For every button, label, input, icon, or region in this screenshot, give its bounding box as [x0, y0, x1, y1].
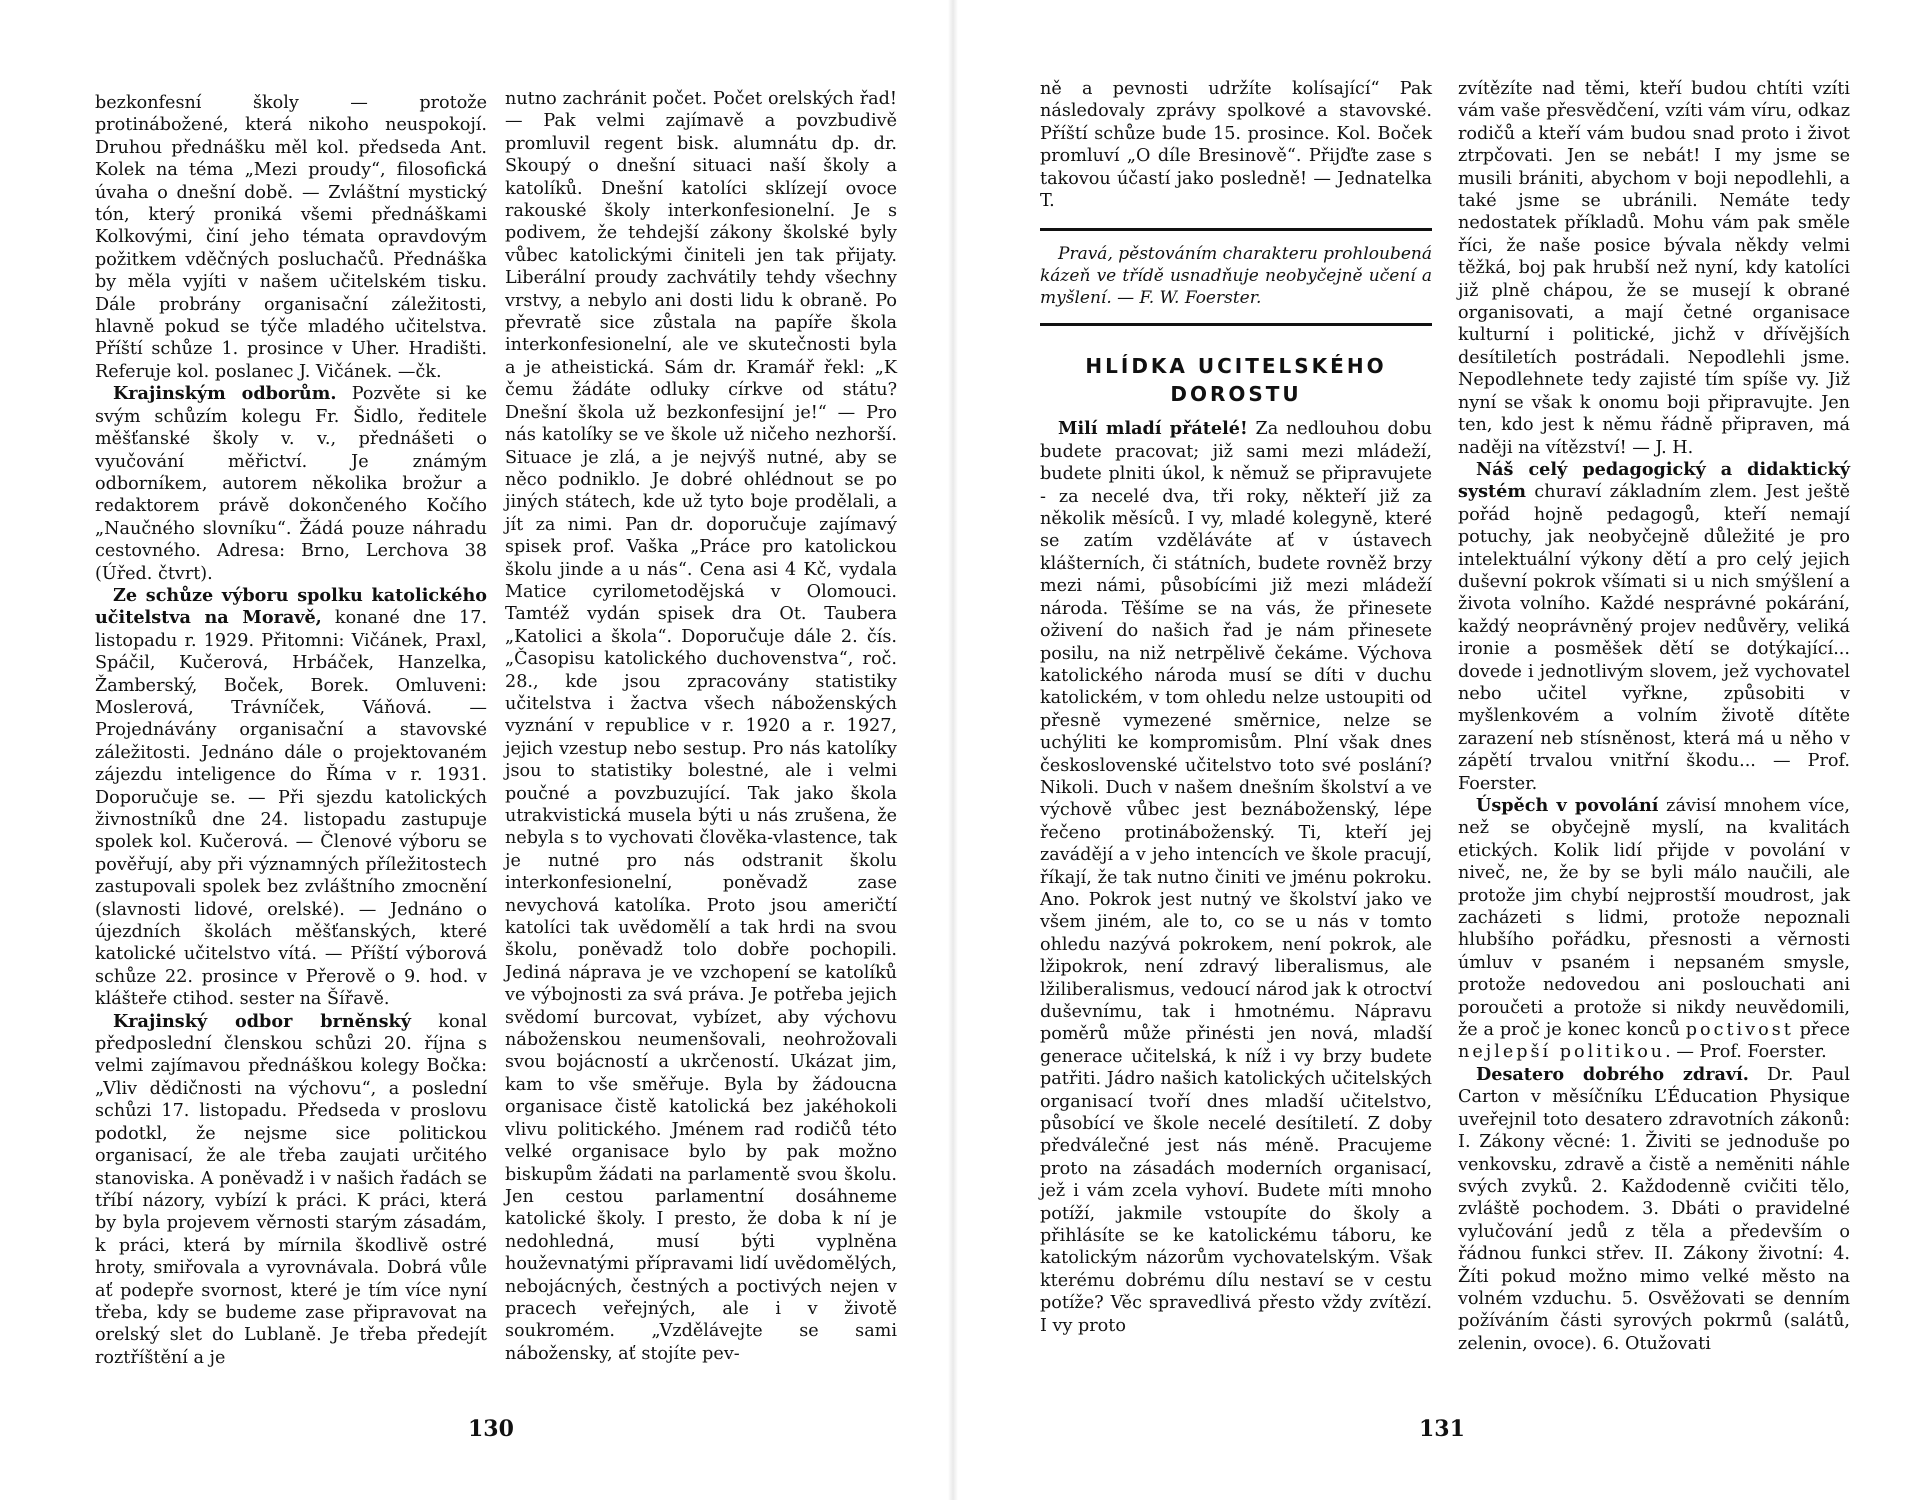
spaced-emphasis: nejlepší politikou: [1458, 1042, 1666, 1063]
column-1: [95, 92, 487, 1369]
paragraph-heading: Desatero dobrého zdraví.: [1476, 1063, 1749, 1085]
column-4-paragraph: [1458, 459, 1850, 795]
column-3-paragraph: [1040, 418, 1432, 1337]
motto-quote: [1040, 243, 1432, 309]
motto-text: Pravá, pěstováním charakteru prohloubená kázeň ve třídě usnadňuje neobyčejně učení a myšlení.: [1040, 244, 1433, 309]
paragraph-text: zvítězíte nad těmi, kteří budou chtíti vzíti vám vaše přesvědčení, vzíti vám víru, odkaz rodičů a kteří vám budou snad proto i život ztrpčovati. Jen se nebát! I my jsme se musili brániti, abychom v boji nepodlehli, a také jsme se ubránili. Nemáte tedy nedostatek příkladů. Mohu vám pak směle říci, že naše posice bývala někdy velmi těžká, boj pak hrubší než nyní, kdy katolíci již plně chápou, že se musejí k obrané organisovati, a mají četné organisace kulturní i politické, jichž v dřívějších desítiletích postrádali. Nepodlehli jsme. Nepodlehnete tedy zajisté tím spíše vy. Již nyní se však k onomu boji připravujte. Jen ten, kdo jest k němu řádně připraven, má naději na vítězství! — J. H.: [1458, 79, 1850, 458]
column-1-paragraph: [95, 383, 487, 585]
paragraph-heading: Milí mladí přátelé!: [1058, 418, 1248, 440]
paragraph-text: závisí mnohem více, než se obyčejně myslí, na kvalitách etických. Kolik lidí přijde v povolání v niveč, ne, že by se byli málo naučili, ale protože jim chybí nejprostší moudrost, jak zacházeti s lidmi, protože nepoznali hlubšího pořádku, přesnosti a věrnosti úmluv v psaném i nepsaném smysle, protože nedovedou ani poslouchati ani poroučeti a protože si nikdy neuvědomili, že a proč je konec konců: [1458, 796, 1850, 1041]
section-title: HLÍDKA UCITELSKÉHO DOROSTU: [1085, 354, 1387, 407]
column-1-paragraph: [95, 92, 487, 383]
paragraph-text: přece: [1793, 1020, 1850, 1041]
paragraph-text: churaví základním zlem. Jest ještě pořád hojně pedagogů, kteří nemají potuchy, jak neobyčejně důležité je pro intelektuální výkony dětí a pro celý jejich duševní pokrok všímati si u nich smýšlení a života volního. Každé nesprávné pokárání, každý neoprávněný projev nedůvěry, veliká ironie a posměšek dětí se dotýkající... dovede i jednotlivým slovem, jež vychovatel nebo učitel vyřkne, způsobiti v myšlenkovém a volním životě dítěte zarazení neb stísněnost, která má u něho v zápětí trvalou vnitřní škodu... — Prof. Foerster.: [1458, 482, 1850, 794]
paragraph-text: nutno zachránit počet. Počet orelských řad! — Pak velmi zajímavě a povzbudivě promluvil regent bisk. alumnátu dp. dr. Skoupý o dnešní situaci naší školy a katolíků. Dnešní katolíci sklízejí ovoce rakouské školy interkonfesionelní. Je s podivem, že tehdejší zákony školské byly vůbec katolickými činiteli jen tak přijaty. Liberální proudy zachvátily tehdy všechny vrstvy, a nebylo ani dosti lidu k obraně. Po převratě sice zůstala na papíře škola interkonfesionelní, ale ve skutečnosti byla a je atheistická. Sám dr. Kramář řekl: „K čemu žádáte odluky církve od státu? Dnešní škola už bezkonfesijní je!“ — Pro nás katolíky se ve škole už ničeho nezhorší. Situace je zlá, a je nejvýš nutné, aby se něco podniklo. Je dobré ohlédnout se po jiných státech, kde už tyto boje prodělali, a jít za nimi. Pan dr. doporučuje zajímavý spisek prof. Vaška „Práce pro katolickou školu jinde a u nás“. Cena asi 4 Kč, vydala Matice cyrilometodějská v Olomouci. Tamtéž vydán spisek dra Ot. Taubera „Katolici a škola“. Doporučuje dále 2. čís. „Časopisu katolického duchovenstva“, roč. 28., kde jsou zpracovány statistiky učitelstva i žactva všech náboženských vyznání v republice v r. 1920 a r. 1927, jejich vzestup nebo sestup. Pro nás katolíky jsou to statistiky bolestné, ale i velmi poučné a povzbuzující. Tak jako škola utrakvistická musela býti u nás zrušena, že nebyla s to vychovati člověka-vlastence, tak je nutné pro nás odstranit školu interkonfesionelní, poněvadž zase nevychová katolíka. Proto jsou američtí katolíci tak uvědomělí a tak hrdi na svou školu, poněvadž tolo dobře pochopili. Jediná náprava je ve vzchopení se katolíků ve výbojnosti za svá práva. Je potřeba jejich svědomí burcovat, vybízet, aby výchovu náboženskou neumenšovali, neohrožovali svou bojácností a ukrčeností. Ukázat jim, kam to vše směřuje. Byla by žádoucna organisace čistě katolická bez jakéhokoli vlivu politického. Jménem rad rodičů této velké organisace bylo by pak možno biskupům žádati na parlamentě svou školu. Jen cestou parlamentní dosáhneme katolické školy. I presto, že doba k ní je nedohledná, musí býti vyplněna houževnatými přípravami lidí uvědomělých, nebojácných, čestných a poctivých nejen v pracech veřejných, ale i v životě soukromém. „Vzdělávejte se sami nábožensky, ať stojíte pev-: [505, 89, 897, 1364]
column-4-paragraph: [1458, 1064, 1850, 1355]
paragraph-heading: Ze schůze výboru spolku katolického učitelstva na Moravě,: [95, 584, 487, 629]
page-number-right: 131: [1419, 1416, 1465, 1442]
paragraph-text: bezkonfesní školy — protože protinábožené, která nikoho neuspokojí. Druhou přednášku měl kol. předseda Ant. Kolek na téma „Mezi proudy“, filosofická úvaha o dnešní době. — Zvláštní mystický tón, který proniká všemi přednáškami Kolkovými, činí jeho témata opravdovým požitkem vděčných posluchačů. Přednáška by měla vyjíti v našem učitelském tisku. Dále probrány organisační záležitosti, hlavně pokud se týče mladého učitelstva. Příští schůze 1. prosince v Uher. Hradišti. Referuje kol. poslanec J. Vičánek. —čk.: [95, 93, 487, 382]
page-gutter: [948, 0, 958, 1500]
column-3-body: [1040, 418, 1432, 1337]
column-3-continuation: ně a pevnosti udržíte kolísající“ Pak následovaly zprávy spolkové a stavovské. Příští schůze bude 15. prosince. Kol. Boček promluví „O díle Bresinově“. Přijďte zase s takovou účastí jako posledně! — Jednatelka T.: [1040, 79, 1432, 212]
page-number-left: 130: [468, 1416, 514, 1442]
column-4: [1458, 78, 1850, 1355]
spaced-emphasis: poctivost: [1685, 1020, 1794, 1041]
paragraph-heading: Krajinským odborům.: [113, 383, 337, 405]
column-1-paragraph: [95, 585, 487, 1011]
paragraph-heading: Náš celý pedagogický a didaktický systém: [1458, 458, 1850, 503]
column-4-paragraph: [1458, 78, 1850, 459]
paragraph-text: Pozvěte si ke svým schůzím kolegu Fr. Šidlo, ředitele měšťanské školy v. v., přednášeti o vyučování měřictví. Je známým odborníkem, autorem několika brožur a redaktorem právě dokončeného Kočího „Naučného slovníku“. Žádá pouze náhradu cestovného. Adresa: Brno, Lerchova 38 (Úřed. čtvrt).: [95, 384, 487, 584]
column-2: [505, 88, 897, 1365]
paragraph-text: konané dne 17. listopadu r. 1929. Přitomni: Vičánek, Praxl, Spáčil, Kučerová, Hrbáček, Hanzelka, Žamberský, Boček, Borek. Omluveni: Moslerová, Trávníček, Váňová. — Projednávány organisační a stavovské záležitosti. Jednáno dále o projektovaném zájezdu inteligence do Říma v r. 1931. Doporučuje se. — Při sjezdu katolických živnostníků dne 24. listopadu zastupuje spolek kol. Kučerová. — Členové výboru se pověřují, aby při významných příležitostech zastupovali spolek bez zvláštního zmocnění (slavnosti lidové, orelské). — Jednáno o újezdních školách měšťanských, které katolické učitelstvo vítá. — Příští výborová schůze 22. prosince v Přerově o 9. hod. v klášteře ctihod. sester na Šířavě.: [95, 608, 487, 1010]
motto-author: — F. W. Foerster.: [1117, 288, 1262, 309]
section-divider: [1040, 323, 1432, 326]
paragraph-text: . — Prof. Foerster.: [1665, 1042, 1827, 1063]
section-divider: [1040, 228, 1432, 231]
paragraph-text: konal předposlední členskou schůzi 20. října s velmi zajímavou přednáškou kolegy Bočka: „Vliv dědičnosti na výchovu“, a poslední schůzi 17. listopadu. Předseda v proslovu podotkl, že nejsme sice politickou organisací, že ale třeba zaujati určitého stanoviska. A poněvadž i v našich řadách se tříbí názory, vybízí k práci. K práci, která by byla projevem věrnosti starým zásadám, k práci, která by mírnila škodlivě ostré hroty, smiřovala a vyrovnávala. Dobrá vůle ať podepře svornost, které je tím více nyní třeba, kdy se budeme zase připravovat na orelský slet do Lublaně. Je třeba předejít roztříštění a je: [95, 1011, 487, 1368]
column-4-paragraph: [1458, 795, 1850, 1064]
column-2-paragraph: [505, 88, 897, 1365]
paragraph-heading: Krajinský odbor brněnský: [113, 1010, 411, 1032]
paragraph-text: Za nedlouhou dobu budete pracovat; již sami mezi mládeží, budete plniti úkol, k němuž se připravujete - za necelé dva, tři roky, někteří již za několik měsíců. I vy, mladé kolegyně, které se zatím vzděláváte ať v ústavech klášterních, či státních, budete rovněž brzy mezi námi, působícími již mezi mládeží národa. Těšíme se na vás, že přinesete oživení do našich řad je nám přinesete posilu, na niž netrpělivě čekáme. Výchova katolického národa musí se díti v duchu katolickém, v tom ohledu nelze ustoupiti od přesně vymezené směrnice, nelze se uchýliti ke kompromisům. Plní však dnes československé učitelstvo toto své poslání? Nikoli. Duch v našem dnešním školství a ve výchově vůbec jest beznáboženský, lépe řečeno protináboženský. Ti, kteří jej zavádějí a v jeho intencích ve škole pracují, říkají, že tak nutno činiti ve jménu pokroku. Ano. Pokrok jest nutný ve školství jako ve všem jiném, ale to, co se u nás v tomto ohledu nazývá pokrokem, není pokrok, ale lžipokrok, není zdravý liberalismus, ale lžiliberalismus, vedoucí národ jak k otroctví duševnímu, tak i hmotnému. Nápravu poměrů může přinésti jen nová, mladší generace učitelská, k níž i vy brzy budete patřiti. Jádro našich katolických učitelských organisací tvoří dnes mladší učitelstvo, působící ve škole necelé desítiletí. Z doby předválečné jest nás méně. Pracujeme proto na zásadách moderních organisací, jež i vám zcela vyhoví. Budete míti mnoho potíží, jakmile vstoupíte do školy a přihlásíte se ke katolickému táboru, ke katolickým názorům vychovatelským. Však kterému dobrému dílu nestaví se v cestu potíže? Věc spravedlivá přesto vždy zvítězí. I vy proto: [1040, 419, 1432, 1336]
paragraph-text: Dr. Paul Carton v měsíčníku L’Éducation Physique uveřejnil toto desatero zdravotních zákonů: I. Zákony věcné: 1. Živiti se jednoduše po venkovsku, zdravě a čistě a neměniti náhle svých zvyků. 2. Každodenně cvičiti tělo, zvláště pochodem. 3. Dbáti o pravidelné vylučování jedů z těla a především o řádnou funkci střev. II. Zákony životní: 4. Žíti pokud možno mimo velké město na volném vzduchu. 5. Osvěžovati se denním požíváním části syrových pokrmů (salátů, zelenin, ovoce). 6. Otužovati: [1458, 1064, 1851, 1354]
column-3: [1040, 78, 1432, 1337]
paragraph-heading: Úspěch v povolání: [1476, 795, 1659, 816]
column-1-paragraph: [95, 1011, 487, 1370]
